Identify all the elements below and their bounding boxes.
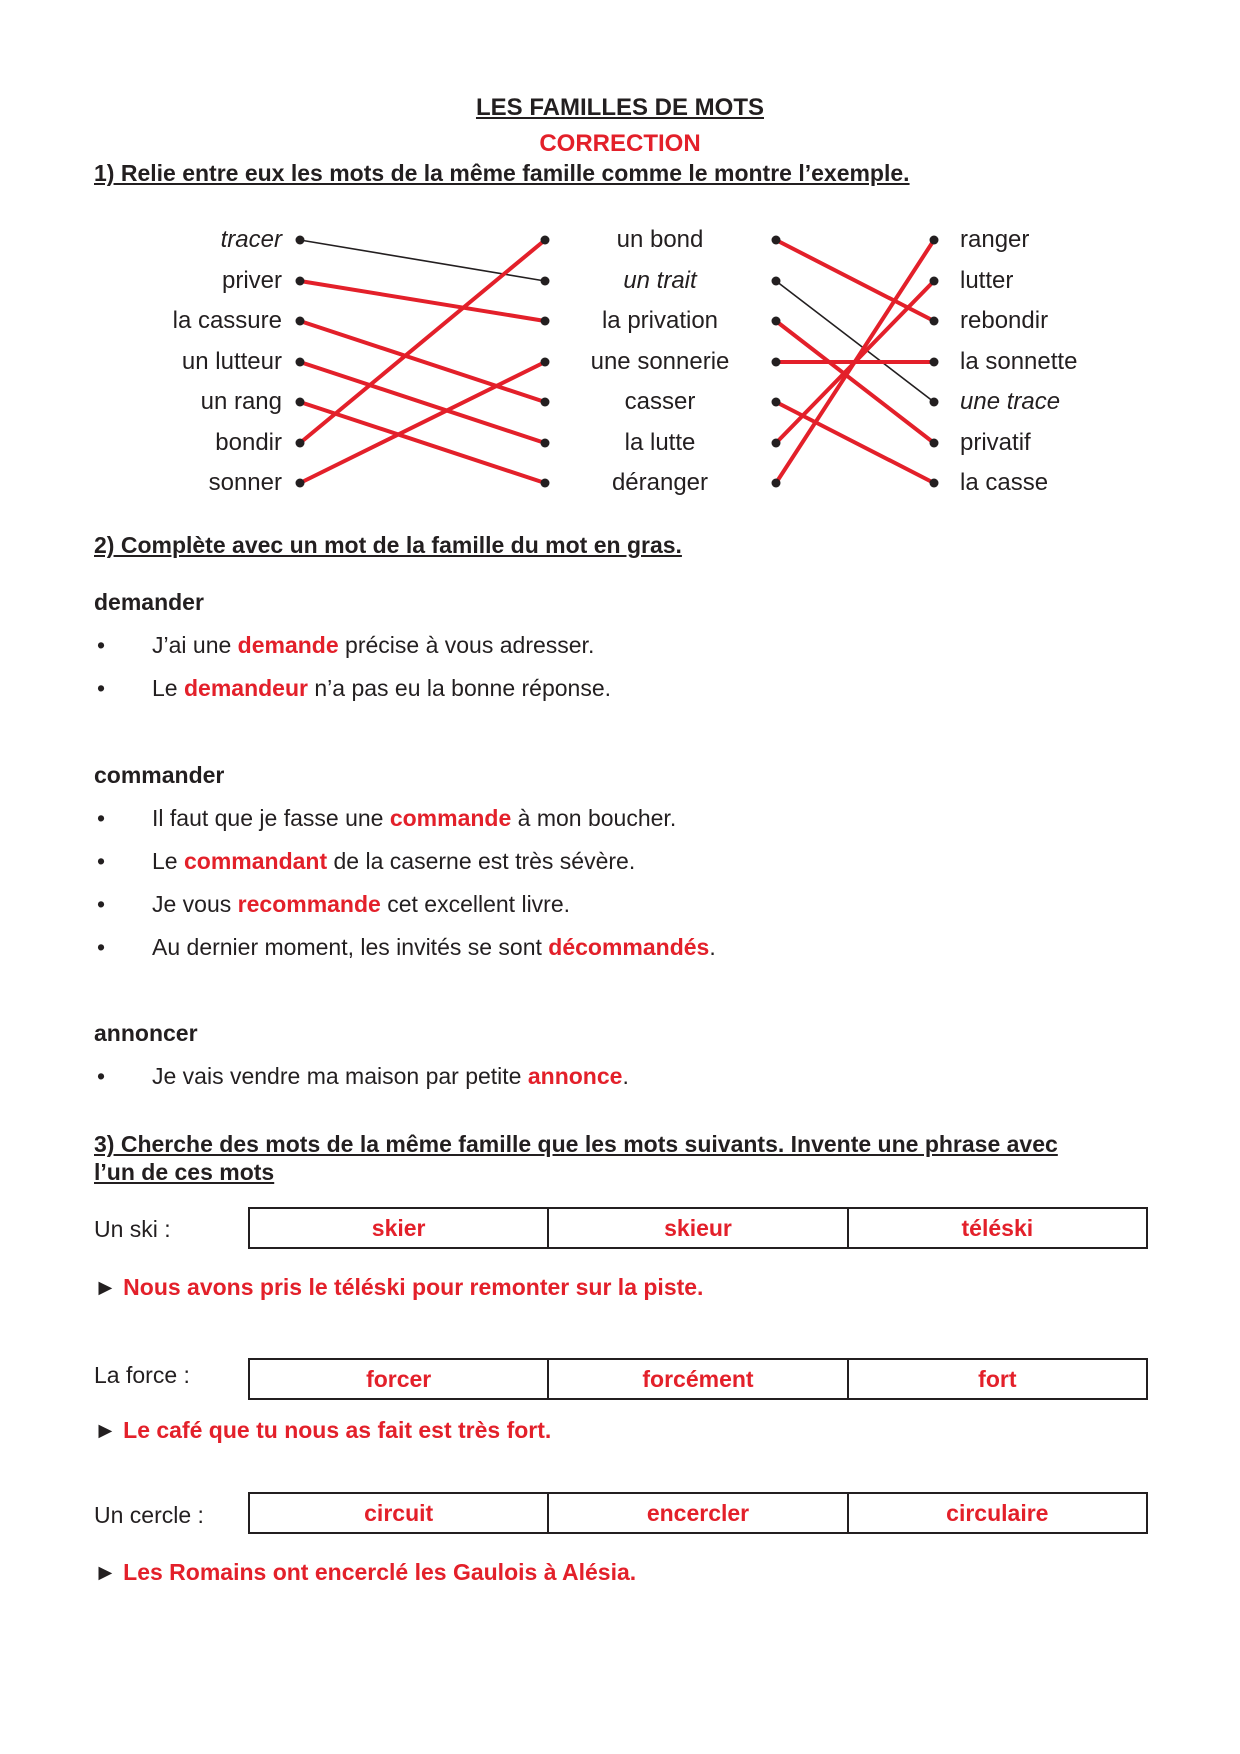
col-b-word: une sonnerie [590, 348, 730, 375]
connection-dot [930, 439, 939, 448]
connection-dot [296, 277, 305, 286]
connection-dot [296, 358, 305, 367]
sentence-text: Le [152, 848, 184, 874]
family-word-cell: forcément [548, 1359, 847, 1399]
connection-dot [930, 358, 939, 367]
col-b-word: déranger [611, 469, 709, 496]
answer-word: commandant [183, 848, 328, 874]
answer-link-line [776, 321, 934, 443]
connection-dot [772, 439, 781, 448]
col-c-word: la sonnette [960, 348, 1078, 375]
col-a-word: priver [221, 267, 282, 294]
answer-word: demande [237, 632, 339, 658]
sentence-demander-1 [97, 632, 595, 659]
family-label-force: La force : [94, 1362, 190, 1388]
connection-dot [930, 398, 939, 407]
example-sentence-cercle [94, 1559, 636, 1586]
bullet: • [97, 891, 106, 917]
family-table-force [248, 1358, 1148, 1400]
exercise-1-instruction: 1) Relie entre eux les mots de la même famille comme le montre l’exemple. [94, 160, 910, 186]
col-b-word: la lutte [624, 429, 696, 456]
sentence-text: de la caserne est très sévère. [327, 848, 636, 874]
arrow-icon: ► [94, 1559, 117, 1585]
connection-dot [296, 236, 305, 245]
page-title: LES FAMILLES DE MOTS [475, 94, 764, 121]
col-b-word: un bond [616, 226, 704, 253]
bullet: • [97, 632, 106, 658]
connection-dot [772, 398, 781, 407]
bullet: • [97, 1063, 106, 1089]
sentence-text: Les Romains ont encerclé les Gaulois à Alésia. [123, 1559, 637, 1585]
connection-dot [541, 479, 550, 488]
exercise-2-instruction: 2) Complète avec un mot de la famille du mot en gras. [94, 532, 682, 558]
sentence-text: . [622, 1063, 629, 1089]
answer-link-line [776, 402, 934, 483]
family-word-cell: fort [848, 1359, 1147, 1399]
connection-dot [541, 358, 550, 367]
family-word-cell: encercler [548, 1493, 847, 1533]
col-c-word: une trace [960, 388, 1061, 415]
col-b-word: la privation [601, 307, 719, 334]
sentence-text: . [709, 934, 716, 960]
sentence-text: cet excellent livre. [380, 891, 571, 917]
col-b-word: un trait [623, 267, 697, 294]
family-word-cell: circuit [249, 1493, 548, 1533]
sentence-text: Nous avons pris le téléski pour remonter sur la piste. [123, 1274, 704, 1300]
answer-word: demandeur [183, 675, 308, 701]
sentence-text: Le [152, 675, 184, 701]
sentence-commander-4 [97, 934, 716, 961]
connection-dot [772, 479, 781, 488]
family-label-cercle: Un cercle : [94, 1502, 204, 1528]
family-table-cercle [248, 1492, 1148, 1534]
bullet: • [97, 848, 106, 874]
answer-link-line [300, 362, 545, 483]
connection-dot [541, 277, 550, 286]
answer-word: annonce [527, 1063, 623, 1089]
connection-dot [930, 236, 939, 245]
bullet: • [97, 675, 106, 701]
connection-dot [296, 398, 305, 407]
bullet: • [97, 934, 106, 960]
col-b-word: casser [624, 388, 696, 415]
answer-link-line [300, 362, 545, 443]
sentence-text: à mon boucher. [511, 805, 677, 831]
family-word-cell: circulaire [848, 1493, 1147, 1533]
answer-link-line [300, 321, 545, 402]
section-word-commander: commander [94, 762, 225, 788]
connection-dot [541, 236, 550, 245]
connection-dot [930, 277, 939, 286]
col-c-word: rebondir [960, 307, 1049, 334]
sentence-text: Je vous [152, 891, 238, 917]
answer-link-line [300, 240, 545, 443]
answer-word: recommande [237, 891, 381, 917]
exercise-3-instruction: 3) Cherche des mots de la même famille que les mots suivants. Invente une phrase avec [94, 1131, 1058, 1157]
col-c-word: lutter [960, 267, 1014, 294]
family-table-ski [248, 1207, 1148, 1249]
connection-dot [296, 479, 305, 488]
sentence-text: J’ai une [152, 632, 238, 658]
connection-dot [541, 398, 550, 407]
col-c-word: privatif [960, 429, 1031, 456]
col-c-word: ranger [960, 226, 1030, 253]
col-a-word: tracer [220, 226, 282, 253]
example-sentence-ski [94, 1274, 703, 1301]
section-word-annoncer: annoncer [94, 1020, 198, 1046]
connection-dot [930, 479, 939, 488]
arrow-icon: ► [94, 1417, 117, 1443]
correction-label: CORRECTION [539, 130, 701, 157]
connection-dot [772, 236, 781, 245]
answer-link-line [300, 281, 545, 321]
sentence-text: précise à vous adresser. [338, 632, 595, 658]
section-word-demander: demander [94, 589, 204, 615]
sentence-commander-1 [97, 805, 677, 832]
family-word-cell: forcer [249, 1359, 548, 1399]
sentence-commander-3 [97, 891, 571, 918]
col-a-word: un rang [200, 388, 282, 415]
col-a-word: sonner [208, 469, 282, 496]
example-link-line [300, 240, 545, 281]
exercise-3-instruction-cont: l’un de ces mots [94, 1159, 275, 1185]
connection-dot [296, 439, 305, 448]
col-c-word: la casse [960, 469, 1049, 496]
sentence-annoncer-1 [97, 1063, 629, 1090]
sentence-text: n’a pas eu la bonne réponse. [307, 675, 612, 701]
col-a-word: un lutteur [181, 348, 282, 375]
family-word-cell: téléski [848, 1208, 1147, 1248]
connection-dot [541, 439, 550, 448]
connection-dot [772, 277, 781, 286]
sentence-commander-2 [97, 848, 636, 875]
sentence-demander-2 [97, 675, 612, 702]
family-word-cell: skier [249, 1208, 548, 1248]
col-a-word: la cassure [172, 307, 282, 334]
connection-dot [930, 317, 939, 326]
connection-dot [772, 358, 781, 367]
sentence-text: Il faut que je fasse une [152, 805, 390, 831]
connection-dot [296, 317, 305, 326]
arrow-icon: ► [94, 1274, 117, 1300]
connection-dot [541, 317, 550, 326]
answer-word: commande [389, 805, 512, 831]
bullet: • [97, 805, 106, 831]
connection-dot [772, 317, 781, 326]
sentence-text: Je vais vendre ma maison par petite [152, 1063, 528, 1089]
col-a-word: bondir [215, 429, 282, 456]
family-label-ski: Un ski : [94, 1216, 171, 1242]
example-sentence-force [94, 1417, 551, 1444]
sentence-text: Le café que tu nous as fait est très fort. [123, 1417, 552, 1443]
answer-link-line [776, 240, 934, 321]
answer-word: décommandés [548, 934, 710, 960]
sentence-text: Au dernier moment, les invités se sont [152, 934, 549, 960]
family-word-cell: skieur [548, 1208, 847, 1248]
